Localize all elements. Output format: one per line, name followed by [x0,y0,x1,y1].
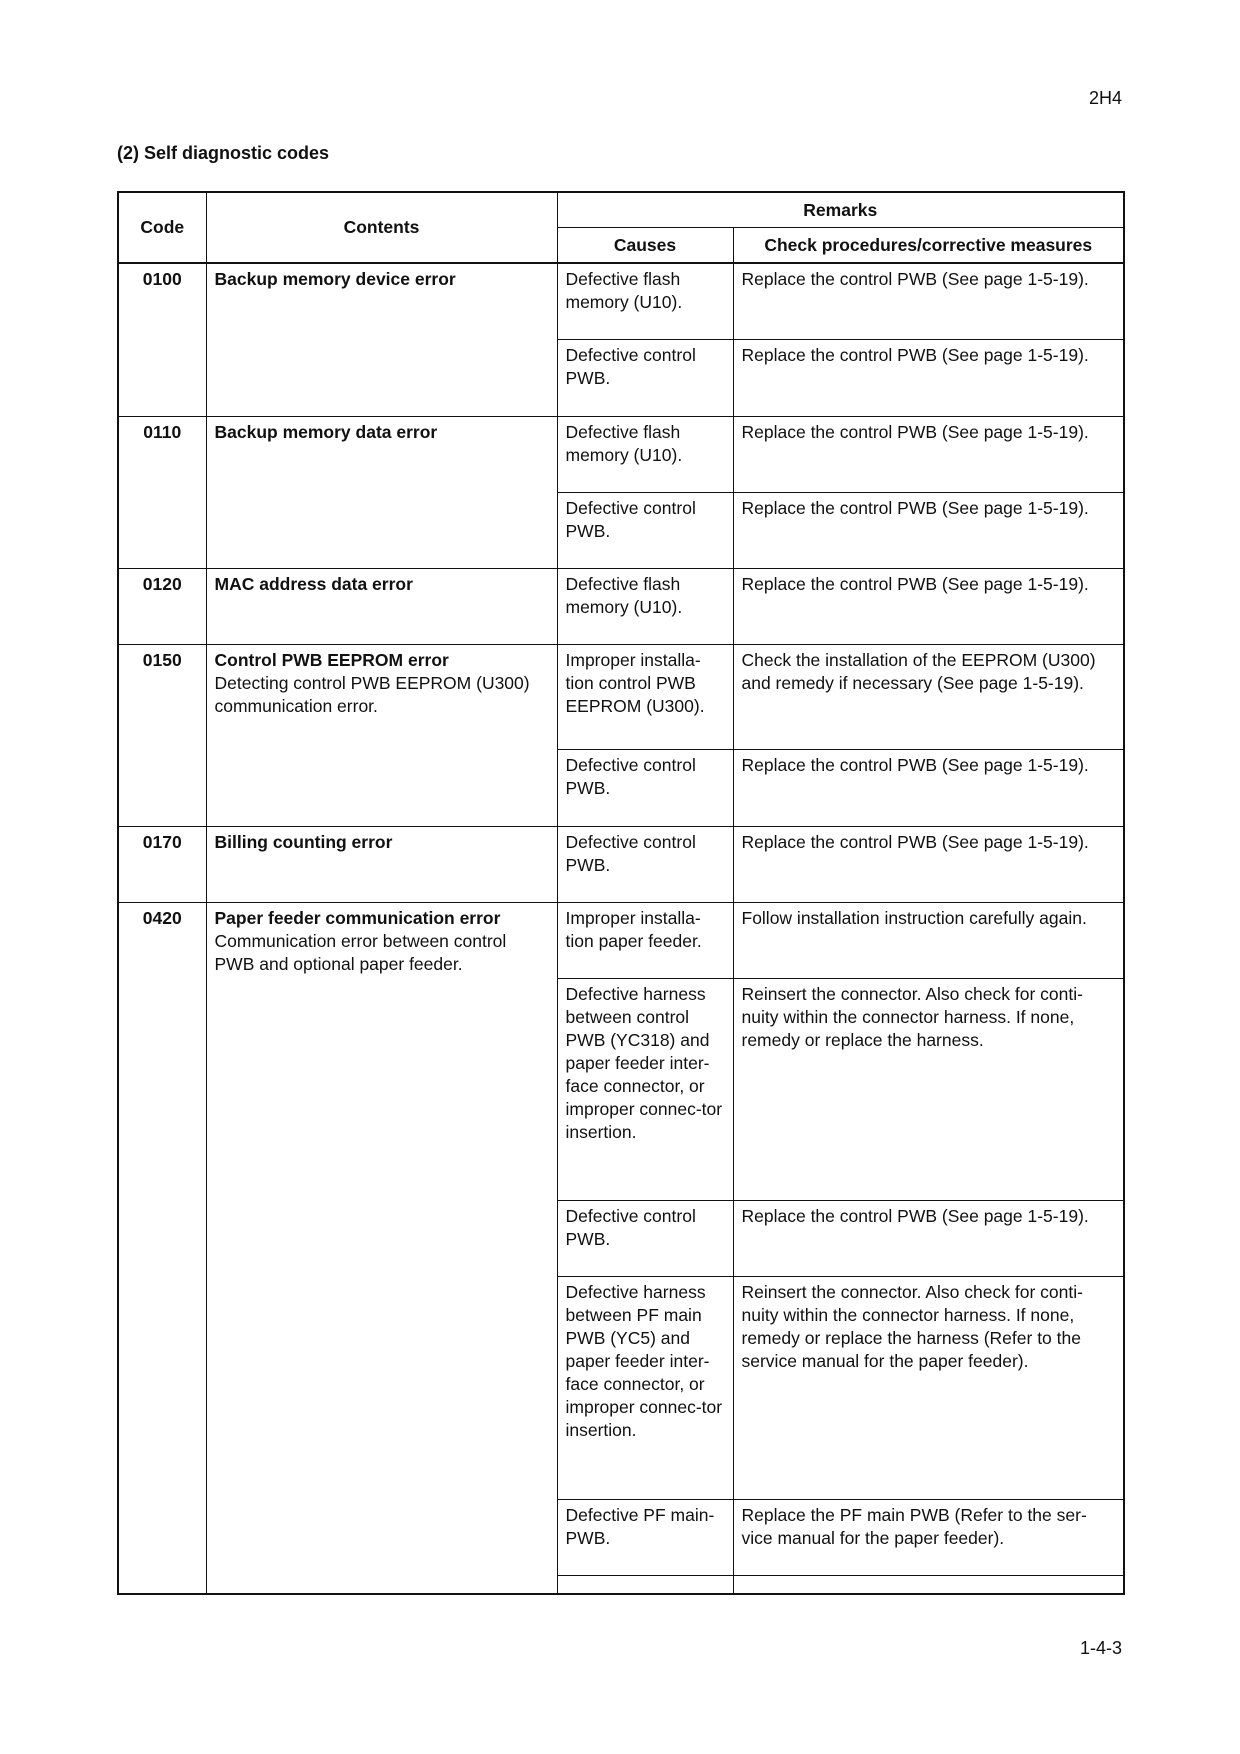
cause-cell: Defective flash memory (U10). [557,263,733,340]
table-row [118,416,1124,492]
error-code: 0150 [118,645,206,827]
measure-cell: Replace the control PWB (See page 1-5-19). [733,750,1124,826]
error-contents [206,902,557,1594]
error-title: Billing counting error [214,831,393,852]
error-contents [206,826,557,902]
measure-cell: Replace the control PWB (See page 1-5-19). [733,826,1124,902]
measure-cell: Check the installation of the EEPROM (U300) and remedy if necessary (See page 1-5-19). [733,645,1124,750]
cause-cell: Improper installa-tion control PWB EEPROM (U300). [557,645,733,750]
measure-cell: Reinsert the connector. Also check for conti-nuity within the connector harness. If none, remedy or replace the harness. [733,979,1124,1201]
cause-cell: Defective control PWB. [557,750,733,826]
header-code: Code [118,192,206,263]
header-causes: Causes [557,228,733,264]
measure-cell: Replace the control PWB (See page 1-5-19). [733,416,1124,492]
measure-cell: Replace the control PWB (See page 1-5-19). [733,340,1124,416]
cause-cell: Defective control PWB. [557,1201,733,1277]
section-title: (2) Self diagnostic codes [117,143,330,163]
error-contents [206,568,557,644]
cause-cell: Defective PF main-PWB. [557,1499,733,1575]
table-row [118,826,1124,902]
measure-cell: Replace the control PWB (See page 1-5-19). [733,568,1124,644]
error-contents [206,416,557,568]
page-number: 1-4-3 [1079,1638,1122,1658]
cause-cell: Defective flash memory (U10). [557,568,733,644]
empty-cell [557,1575,733,1594]
cause-cell: Improper installa-tion paper feeder. [557,902,733,978]
error-title: Paper feeder communication error [214,907,501,928]
header-remarks: Remarks [557,192,1124,228]
empty-cell [733,1575,1124,1594]
header-check-procedures: Check procedures/corrective measures [733,228,1124,264]
error-code: 0420 [118,902,206,1594]
self-diagnostic-codes-table [117,191,1125,1595]
cause-cell: Defective flash memory (U10). [557,416,733,492]
error-contents [206,263,557,416]
error-title: Backup memory data error [214,421,438,442]
error-title: MAC address data error [214,573,413,594]
cause-cell: Defective control PWB. [557,826,733,902]
error-code: 0120 [118,568,206,644]
cause-cell: Defective harness between control PWB (YC318) and paper feeder inter-face connector, or improper connec-tor insertion. [557,979,733,1201]
measure-cell: Replace the control PWB (See page 1-5-19). [733,492,1124,568]
measure-cell: Replace the control PWB (See page 1-5-19). [733,1201,1124,1277]
measure-cell: Replace the PF main PWB (Refer to the ser-vice manual for the paper feeder). [733,1499,1124,1575]
error-title: Backup memory device error [214,269,456,289]
header-contents: Contents [206,192,557,263]
error-code: 0100 [118,263,206,416]
error-contents [206,645,557,827]
measure-cell: Follow installation instruction carefully again. [733,902,1124,978]
error-description: Detecting control PWB EEPROM (U300) communication error. [214,673,530,717]
cause-cell: Defective harness between PF main PWB (YC5) and paper feeder inter-face connector, or improper connec-tor insertion. [557,1277,733,1499]
measure-cell: Replace the control PWB (See page 1-5-19). [733,263,1124,340]
cause-cell: Defective control PWB. [557,340,733,416]
error-description: Communication error between control PWB and optional paper feeder. [214,930,507,974]
table-row [118,902,1124,978]
cause-cell: Defective control PWB. [557,492,733,568]
error-code: 0110 [118,416,206,568]
document-code: 2H4 [1088,88,1122,108]
table-row [118,263,1124,340]
error-code: 0170 [118,826,206,902]
error-title: Control PWB EEPROM error [214,650,449,671]
table-body [118,263,1124,1594]
measure-cell: Reinsert the connector. Also check for conti-nuity within the connector harness. If none, remedy or replace the harness (Refer to the service manual for the paper feeder). [733,1277,1124,1499]
table-row [118,568,1124,644]
table-row [118,645,1124,750]
